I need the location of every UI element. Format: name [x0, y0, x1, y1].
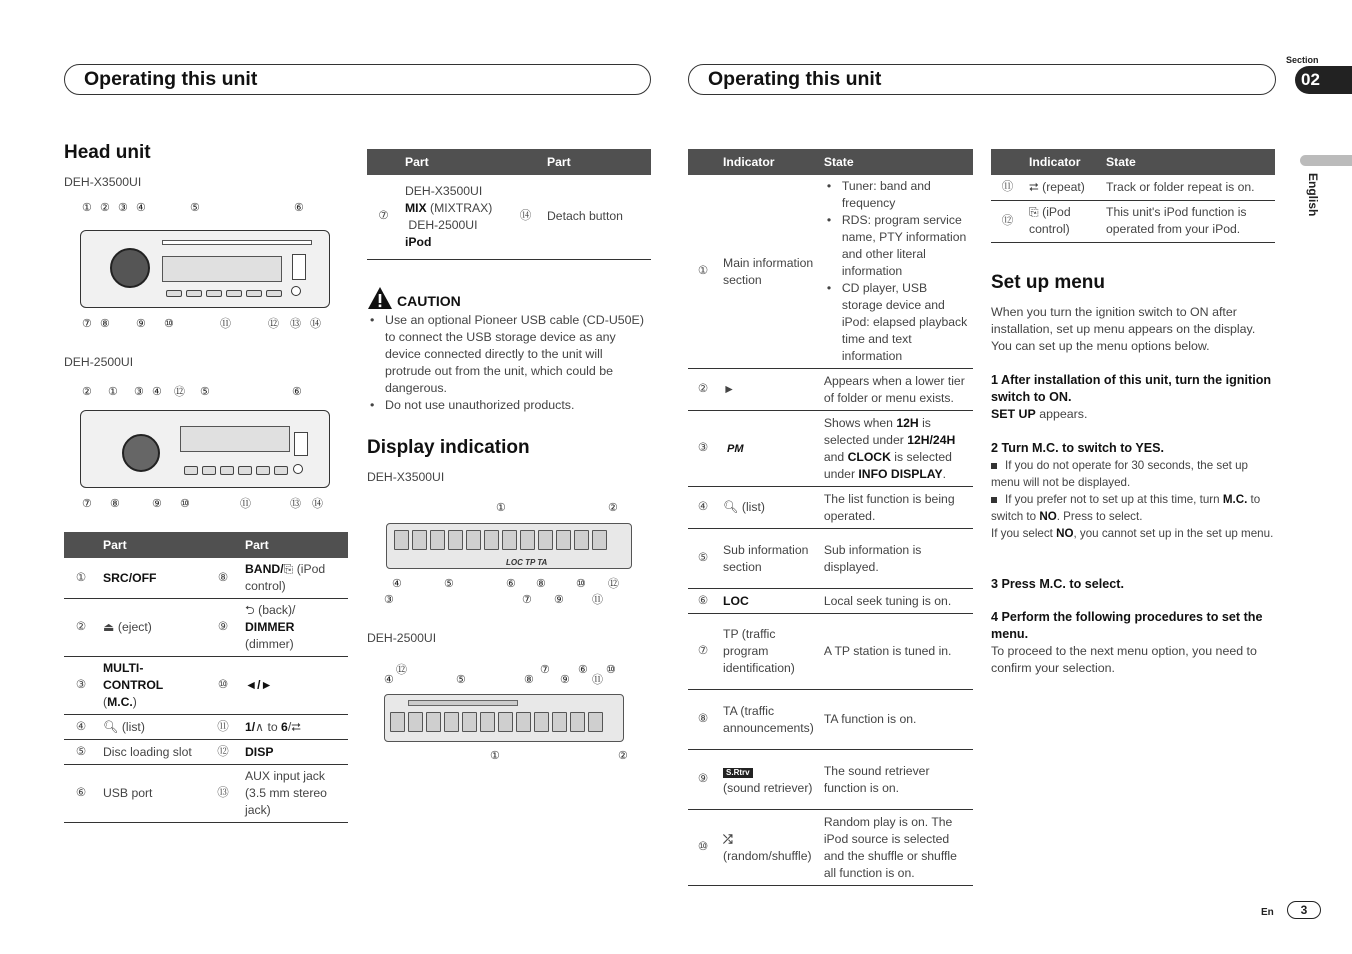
table-header-row — [991, 149, 1275, 175]
head-unit-illustration-b — [70, 384, 350, 514]
lcd-character-cell — [394, 530, 409, 550]
callout-number: ① — [108, 386, 118, 398]
search-icon: 🔍︎ — [723, 500, 742, 514]
step-1-result: SET UP appears. — [991, 407, 1088, 421]
lcd-indicator-labels: LOC TP TA — [506, 558, 548, 567]
callout-number: ① — [82, 202, 92, 214]
callout-number: ⑭ — [310, 318, 321, 330]
indicator-table-continued — [991, 149, 1275, 243]
preset-button — [238, 466, 252, 475]
table-row: ⑥ LOC Local seek tuning is on. — [688, 589, 973, 614]
table-row: ⑪ ⮂ (repeat) Track or folder repeat is on. — [991, 175, 1275, 200]
callout-number: ⑩ — [180, 498, 190, 510]
callout-number: ⑤ — [444, 578, 454, 590]
preset-button — [266, 290, 282, 297]
column-header: Part — [98, 532, 206, 558]
repeat-icon: ⮂ — [1029, 179, 1043, 194]
preset-button — [186, 290, 202, 297]
head-unit-heading: Head unit — [64, 142, 151, 163]
section-title: Operating this unit — [84, 68, 258, 90]
table-row: ② ► Appears when a lower tier of folder or menu exists. — [688, 369, 973, 411]
bullet-square — [991, 497, 997, 503]
caution-title: CAUTION — [397, 293, 461, 309]
multi-control-knob — [122, 434, 160, 472]
lcd-character-cell — [552, 712, 567, 732]
table-row: ⑦ TP (traffic program identification) A TP station is tuned in. — [688, 614, 973, 690]
callout-number: ② — [82, 386, 92, 398]
repeat-icon: ⮂ — [291, 719, 301, 734]
caution-block — [367, 286, 651, 414]
table-row: ① SRC/OFF ⑧ BAND/⎘ (iPod control) — [64, 558, 348, 599]
preset-button — [246, 290, 262, 297]
setup-menu-heading: Set up menu — [991, 272, 1106, 293]
column-header: Indicator — [718, 149, 819, 175]
callout-number: ⑦ — [82, 498, 92, 510]
table-row: ⑩ ⤮ (random/shuffle) Random play is on. The iPod source is selected and the shuffle or shuffle all function is on. — [688, 810, 973, 886]
head-unit-illustration-a — [70, 200, 350, 336]
callout-number: ⑨ — [554, 594, 564, 606]
callout-number: ⑫ — [174, 386, 185, 398]
language-tab — [1300, 155, 1352, 166]
lcd-character-cell — [574, 530, 589, 550]
lcd-character-cell — [426, 712, 441, 732]
callout-number: ⑫ — [608, 578, 619, 590]
table-row: ③ PM Shows when 12H is selected under 12H/24H and CLOCK is selected under INFO DISPLAY. — [688, 411, 973, 487]
step-3: 3 Press M.C. to select. — [991, 577, 1124, 591]
callout-number: ⑫ — [396, 664, 407, 676]
page-number: 3 — [1287, 901, 1321, 919]
callout-number: ④ — [392, 578, 402, 590]
callout-number: ④ — [152, 386, 162, 398]
list-item: • CD player, USB storage device and iPod: elapsed playback time and text information — [824, 280, 968, 365]
lcd-character-cell — [498, 712, 513, 732]
table-row: ④ 🔍︎ (list) ⑪ 1/∧ to 6/⮂ — [64, 715, 348, 740]
callout-number: ⑦ — [82, 318, 92, 330]
model-label: DEH-X3500UI — [64, 175, 142, 189]
aux-jack — [293, 464, 303, 474]
table-row: ③ MULTI-CONTROL (M.C.) ⑩ ◄/► — [64, 657, 348, 715]
lcd-character-cell — [570, 712, 585, 732]
table-row: ⑥ USB port ⑬ AUX input jack (3.5 mm stereo jack) — [64, 765, 348, 823]
usb-port — [294, 432, 308, 456]
warning-icon — [367, 286, 393, 310]
callout-number: ⑪ — [592, 594, 603, 606]
setup-intro: When you turn the ignition switch to ON after installation, set up menu appears on the display. You can set up the menu options below. — [991, 305, 1256, 353]
callout-number: ⑧ — [524, 674, 534, 686]
callout-number: ⑪ — [220, 318, 231, 330]
model-label: DEH-2500UI — [64, 355, 134, 369]
table-row: ④ 🔍︎ (list) The list function is being operated. — [688, 487, 973, 529]
lcd-character-cell — [516, 712, 531, 732]
column-header: State — [1101, 149, 1275, 175]
lcd-character-cell — [444, 712, 459, 732]
section-title-bar-right — [688, 64, 1276, 95]
lcd-character-cell — [466, 530, 481, 550]
table-row: ⑤ Sub information section Sub information is displayed. — [688, 529, 973, 589]
section-label: Section — [1286, 55, 1319, 65]
table-header-row — [688, 149, 973, 175]
lcd-character-cell — [430, 530, 445, 550]
callout-number: ⑦ — [540, 664, 550, 676]
callout-number: ⑩ — [606, 664, 616, 676]
callout-number: ② — [618, 750, 628, 762]
note-2: If you prefer not to set up at this time, turn M.C. to switch to NO. Press to select. — [991, 493, 1261, 523]
table-row: ⑧ TA (traffic announcements) TA function is on. — [688, 690, 973, 750]
table-row: ⑦ DEH-X3500UI MIX (MIXTRAX) DEH-2500UI iPod ⑭ Detach button — [367, 175, 651, 259]
search-icon: 🔍︎ — [103, 719, 122, 734]
usb-port — [292, 254, 306, 280]
model-label: DEH-X3500UI — [367, 470, 445, 484]
callout-number: ⑨ — [136, 318, 146, 330]
back-icon: ⮌ — [245, 603, 259, 617]
callout-number: ⑭ — [312, 498, 323, 510]
callout-number: ⑦ — [522, 594, 532, 606]
section-title: Operating this unit — [708, 68, 882, 90]
table-header-row — [64, 532, 348, 558]
parts-table-continued — [367, 149, 651, 260]
callout-number: ⑤ — [190, 202, 200, 214]
callout-number: ⑥ — [292, 386, 302, 398]
sound-retriever-icon: S.Rtrv — [723, 768, 753, 778]
preset-button — [256, 466, 270, 475]
list-item: • Use an optional Pioneer USB cable (CD-U50E) to connect the USB storage device as any device connected directly to the unit will protrude out from the unit, which could be dangerous. — [367, 312, 651, 397]
callout-number: ② — [100, 202, 110, 214]
display-illustration-a — [378, 498, 640, 610]
lcd-character-cell — [484, 530, 499, 550]
ipod-icon: ⎘ — [283, 562, 294, 576]
callout-number: ④ — [136, 202, 146, 214]
callout-number: ⑩ — [164, 318, 174, 330]
table-row: ② ⏏ (eject) ⑨ ⮌ (back)/ DIMMER (dimmer) — [64, 599, 348, 657]
step-4-body: To proceed to the next menu option, you need to confirm your selection. — [991, 644, 1257, 675]
column-header: Part — [240, 532, 348, 558]
note-3: If you select NO, you cannot set up in the set up menu. — [991, 527, 1274, 540]
display-illustration-b — [378, 660, 640, 770]
callout-number: ⑪ — [592, 674, 603, 686]
parts-table — [64, 532, 348, 823]
language-label: English — [1306, 173, 1320, 217]
callout-number: ⑩ — [576, 578, 586, 590]
note-1: If you do not operate for 30 seconds, the set up menu will not be displayed. — [991, 459, 1248, 489]
preset-button — [226, 290, 242, 297]
callout-number: ⑤ — [200, 386, 210, 398]
aux-jack — [291, 286, 301, 296]
callout-number: ① — [496, 502, 506, 514]
indicator-table — [688, 149, 973, 886]
display-indication-heading: Display indication — [367, 437, 530, 458]
preset-button — [184, 466, 198, 475]
lcd-character-cell — [534, 712, 549, 732]
lcd-sub-segment — [408, 700, 518, 706]
ipod-icon: ⎘ — [1029, 205, 1043, 219]
callout-number: ② — [608, 502, 618, 514]
eject-icon: ⏏ — [103, 620, 118, 634]
callout-number: ③ — [384, 594, 394, 606]
disc-slot — [162, 240, 312, 245]
table-row: ⑨ S.Rtrv (sound retriever) The sound retriever function is on. — [688, 750, 973, 810]
list-item: • Tuner: band and frequency — [824, 178, 968, 212]
lcd-character-cell — [390, 712, 405, 732]
bullet-square — [991, 463, 997, 469]
display-window — [180, 426, 290, 452]
callout-number: ⑬ — [290, 498, 301, 510]
preset-button — [202, 466, 216, 475]
callout-number: ⑥ — [506, 578, 516, 590]
step-2: 2 Turn M.C. to switch to YES. — [991, 441, 1165, 455]
preset-button — [206, 290, 222, 297]
table-row: ⑤ Disc loading slot ⑫ DISP — [64, 740, 348, 765]
callout-number: ⑥ — [294, 202, 304, 214]
step-1: 1 After installation of this unit, turn the ignition switch to ON. — [991, 373, 1272, 404]
callout-number: ⑨ — [560, 674, 570, 686]
table-row: ⑫ ⎘ (iPod control) This unit's iPod function is operated from your iPod. — [991, 200, 1275, 242]
column-header: State — [819, 149, 973, 175]
column-header: Indicator — [1024, 149, 1101, 175]
callout-number: ③ — [134, 386, 144, 398]
callout-number: ⑪ — [240, 498, 251, 510]
shuffle-icon: ⤮ — [723, 831, 733, 846]
callout-number: ① — [490, 750, 500, 762]
callout-number: ③ — [118, 202, 128, 214]
step-4: 4 Perform the following procedures to set the menu. — [991, 610, 1263, 641]
preset-button — [166, 290, 182, 297]
callout-number: ⑧ — [100, 318, 110, 330]
display-window — [162, 256, 282, 282]
section-title-bar-left — [64, 64, 651, 95]
table-row: ① Main information section • Tuner: band and frequency • RDS: program service name, PTY information and other literal information • CD player, USB storage device and iPod: elapsed playback time and text information — [688, 175, 973, 369]
callout-number: ⑫ — [268, 318, 279, 330]
callout-number: ⑥ — [578, 664, 588, 676]
section-number-badge: 02 — [1295, 66, 1352, 94]
list-item: • Do not use unauthorized products. — [367, 397, 651, 414]
callout-number: ⑤ — [456, 674, 466, 686]
lcd-character-cell — [412, 530, 427, 550]
table-header-row — [367, 149, 651, 175]
lcd-character-cell — [556, 530, 571, 550]
list-item: • RDS: program service name, PTY information and other literal information — [824, 212, 968, 280]
callout-number: ⑧ — [110, 498, 120, 510]
preset-button — [274, 466, 288, 475]
column-header: Part — [542, 149, 651, 175]
column-header: Part — [400, 149, 509, 175]
callout-number: ⑧ — [536, 578, 546, 590]
callout-number: ④ — [384, 674, 394, 686]
lcd-character-cell — [592, 530, 607, 550]
callout-number: ⑨ — [152, 498, 162, 510]
lcd-character-cell — [462, 712, 477, 732]
preset-button — [220, 466, 234, 475]
lcd-character-cell — [588, 712, 603, 732]
lower-tier-icon: ► — [723, 382, 736, 396]
lcd-character-cell — [520, 530, 535, 550]
footer-language: En — [1261, 907, 1274, 918]
caret-up-icon: ∧ — [255, 719, 265, 734]
lcd-character-cell — [538, 530, 553, 550]
multi-control-knob — [110, 248, 150, 288]
lcd-character-cell — [408, 712, 423, 732]
callout-number: ⑬ — [290, 318, 301, 330]
lcd-character-cell — [502, 530, 517, 550]
lcd-character-cell — [448, 530, 463, 550]
model-label: DEH-2500UI — [367, 631, 437, 645]
lcd-character-cell — [480, 712, 495, 732]
